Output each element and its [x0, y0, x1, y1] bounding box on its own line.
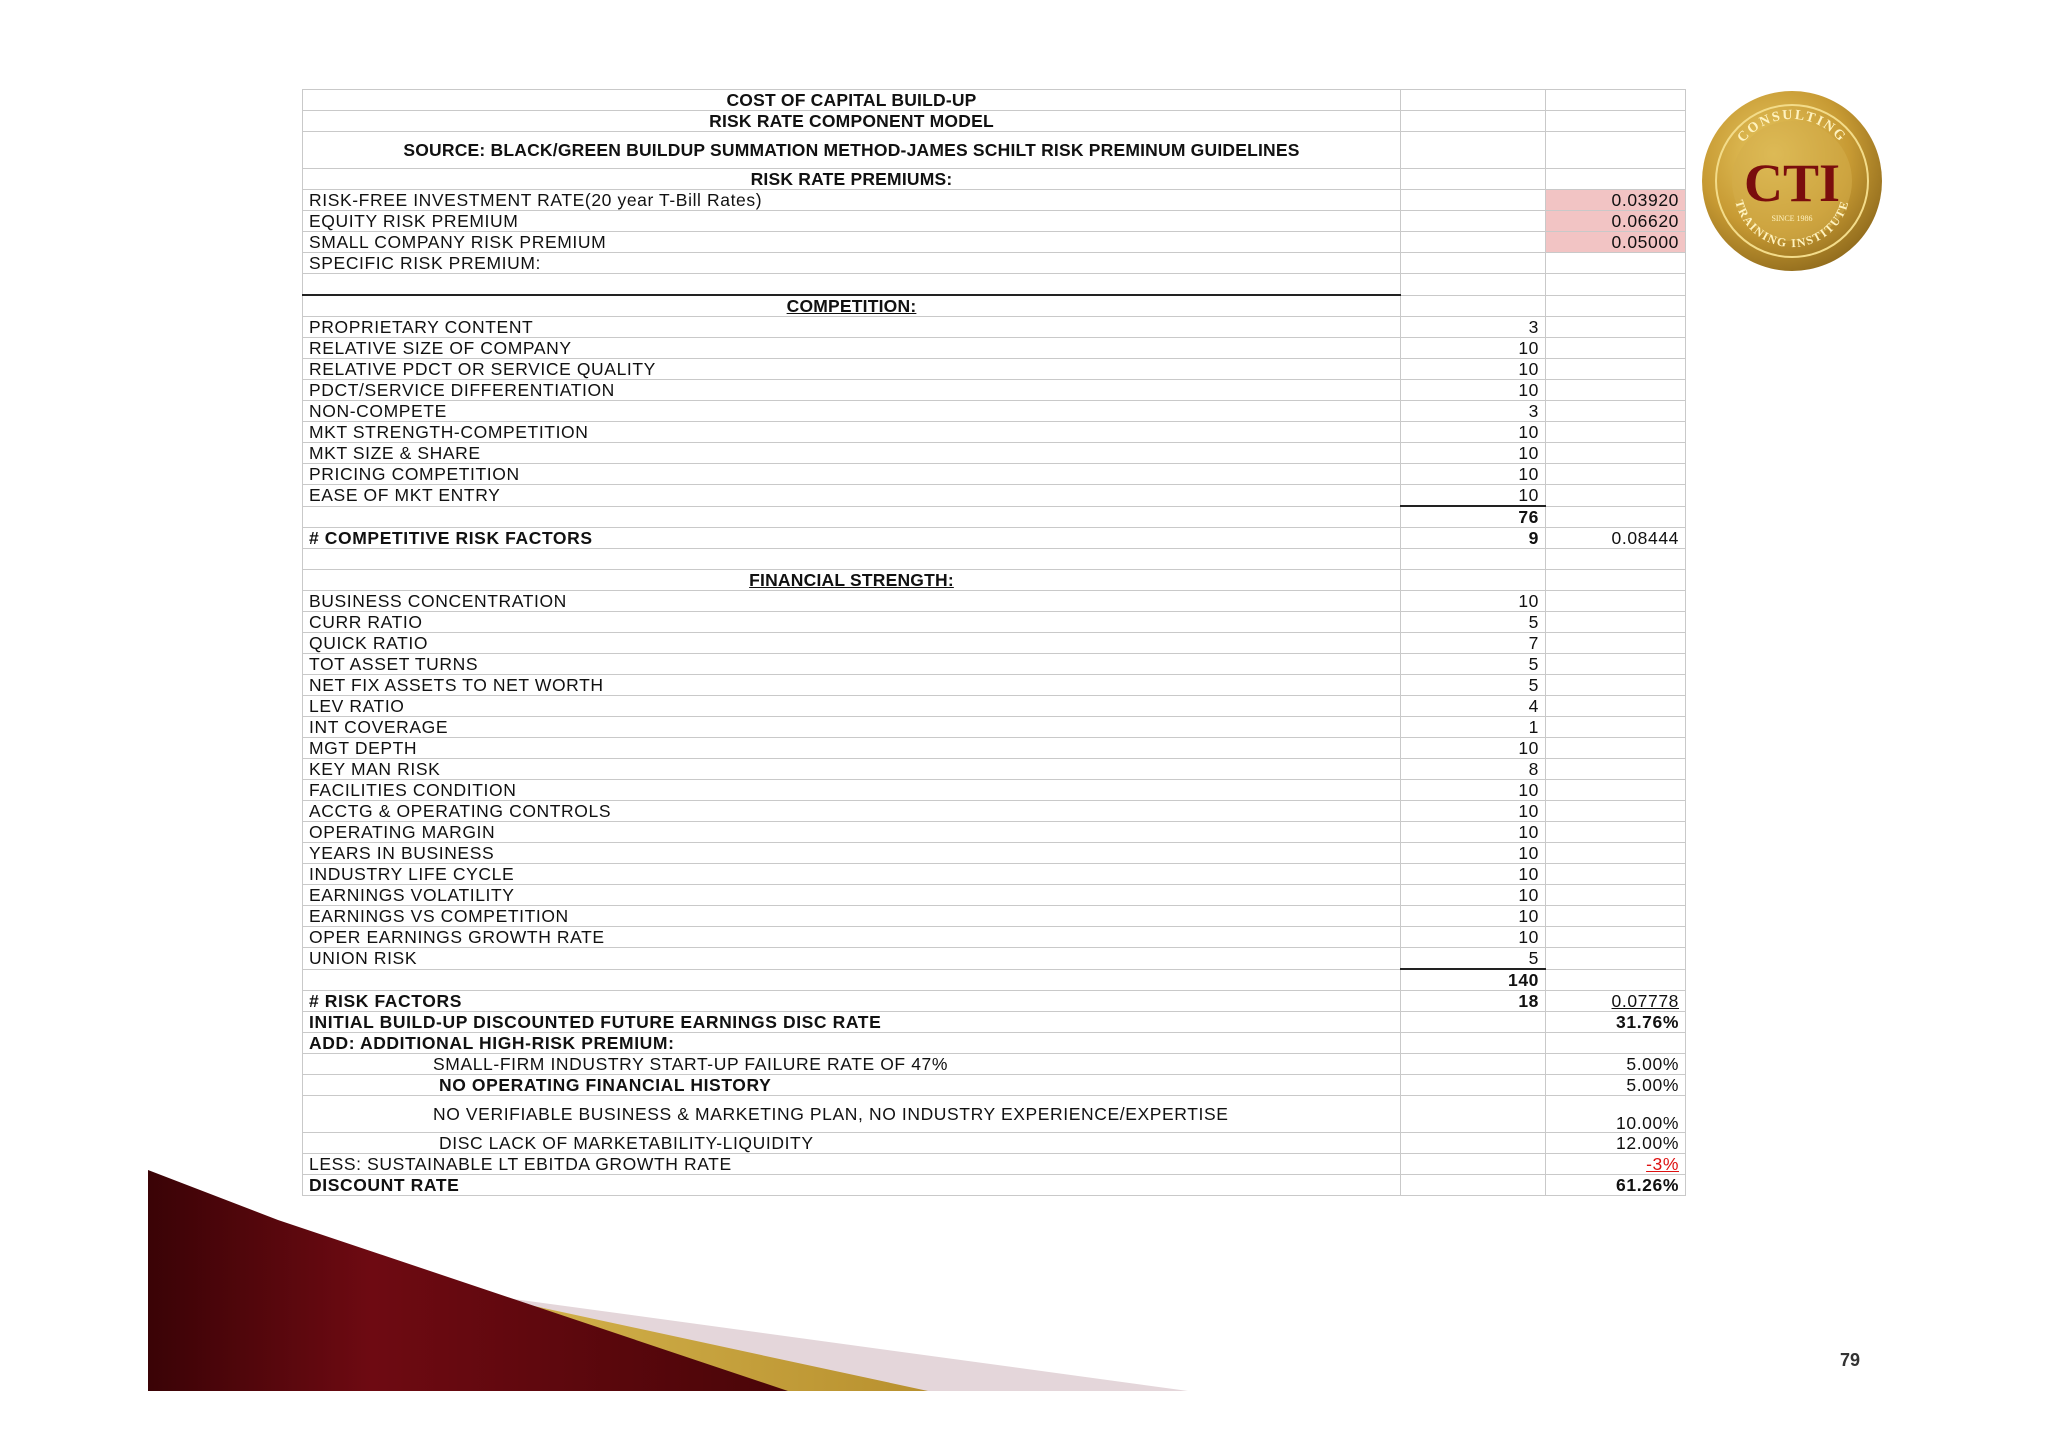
header-row [303, 169, 1686, 190]
factor-row [303, 443, 1686, 464]
factors-count: 9 [1401, 528, 1546, 549]
factor-label: CURR RATIO [303, 612, 1401, 633]
factor-label: MKT SIZE & SHARE [303, 443, 1401, 464]
factor-row [303, 717, 1686, 738]
table-cell [1401, 1054, 1546, 1075]
section-title-text: FINANCIAL STRENGTH: [749, 570, 954, 590]
add-premium-value: 10.00% [1546, 1096, 1686, 1133]
factor-row [303, 738, 1686, 759]
table-cell [1401, 274, 1546, 296]
svg-text:SINCE 1986: SINCE 1986 [1771, 214, 1813, 223]
factor-row [303, 422, 1686, 443]
factor-row [303, 317, 1686, 338]
premium-value: 0.05000 [1546, 232, 1686, 253]
table-cell [1401, 169, 1546, 190]
factor-row [303, 591, 1686, 612]
table-cell [1546, 906, 1686, 927]
section-title-text: COMPETITION: [786, 296, 917, 316]
table-cell [1546, 111, 1686, 132]
summary-row [303, 1033, 1686, 1054]
factor-label: NET FIX ASSETS TO NET WORTH [303, 675, 1401, 696]
factor-label: EARNINGS VS COMPETITION [303, 906, 1401, 927]
table-cell [1401, 111, 1546, 132]
add-premium-value: 12.00% [1546, 1133, 1686, 1154]
table-cell [1546, 780, 1686, 801]
table-cell [303, 274, 1401, 296]
factor-row [303, 633, 1686, 654]
svg-text:TRAINING INSTITUTE: TRAINING INSTITUTE [1732, 198, 1852, 251]
discount-rate-value-text: 61.26% [1616, 1175, 1679, 1196]
factor-score: 10 [1401, 780, 1546, 801]
factor-score: 10 [1401, 359, 1546, 380]
table-cell [1546, 759, 1686, 780]
table-cell [1546, 675, 1686, 696]
factor-score: 5 [1401, 612, 1546, 633]
factor-row [303, 822, 1686, 843]
factor-label: MGT DEPTH [303, 738, 1401, 759]
table-cell [1546, 570, 1686, 591]
factor-row [303, 401, 1686, 422]
factor-label: FACILITIES CONDITION [303, 780, 1401, 801]
table-cell [1401, 295, 1546, 317]
table-cell [1546, 422, 1686, 443]
factor-label: LEV RATIO [303, 696, 1401, 717]
factor-label: PROPRIETARY CONTENT [303, 317, 1401, 338]
premium-row [303, 211, 1686, 232]
table-cell [1546, 717, 1686, 738]
table-cell [1546, 822, 1686, 843]
add-premium-value: 5.00% [1546, 1075, 1686, 1096]
spacer-row [303, 274, 1686, 296]
factor-score: 10 [1401, 738, 1546, 759]
table-cell [1546, 506, 1686, 528]
discount-rate-value [1546, 1175, 1686, 1196]
table-cell [1546, 485, 1686, 507]
factor-label: NON-COMPETE [303, 401, 1401, 422]
factor-row [303, 380, 1686, 401]
page-number: 79 [1840, 1350, 1861, 1370]
add-premium-row [303, 1096, 1686, 1133]
premium-value: 0.06620 [1546, 211, 1686, 232]
section-title [303, 570, 1401, 591]
decorative-swoosh [148, 1170, 1188, 1391]
table-cell [1401, 132, 1546, 169]
factor-label: PRICING COMPETITION [303, 464, 1401, 485]
premium-label: SMALL COMPANY RISK PREMIUM [303, 232, 1401, 253]
factor-label: EASE OF MKT ENTRY [303, 485, 1401, 507]
total-row [303, 506, 1686, 528]
factor-label: INDUSTRY LIFE CYCLE [303, 864, 1401, 885]
factor-score: 10 [1401, 822, 1546, 843]
table-cell [1546, 591, 1686, 612]
factor-score: 5 [1401, 948, 1546, 970]
factor-score: 5 [1401, 675, 1546, 696]
factor-label: KEY MAN RISK [303, 759, 1401, 780]
header-row [303, 111, 1686, 132]
factor-score: 10 [1401, 443, 1546, 464]
add-premium-row [303, 1075, 1686, 1096]
factor-label: OPERATING MARGIN [303, 822, 1401, 843]
section-title [303, 295, 1401, 317]
add-premium-item: DISC LACK OF MARKETABILITY-LIQUIDITY [303, 1133, 1401, 1154]
discount-rate-label: DISCOUNT RATE [303, 1175, 1401, 1196]
factor-score: 10 [1401, 485, 1546, 507]
table-cell [1546, 969, 1686, 991]
cost-of-capital-table [302, 89, 1686, 1196]
factor-label: YEARS IN BUSINESS [303, 843, 1401, 864]
factor-row [303, 948, 1686, 970]
cti-logo-icon [1700, 89, 1884, 273]
table-cell [1546, 443, 1686, 464]
table-cell [1546, 654, 1686, 675]
growth-rate-label: LESS: SUSTAINABLE LT EBITDA GROWTH RATE [303, 1154, 1401, 1175]
premium-row [303, 253, 1686, 274]
premium-label: RISK-FREE INVESTMENT RATE(20 year T-Bill Rates) [303, 190, 1401, 211]
table-cell [1546, 885, 1686, 906]
factor-row [303, 612, 1686, 633]
factor-label: ACCTG & OPERATING CONTROLS [303, 801, 1401, 822]
factor-score: 10 [1401, 864, 1546, 885]
section-row [303, 570, 1686, 591]
table-cell [303, 549, 1401, 570]
svg-text:CTI: CTI [1743, 153, 1841, 213]
table-cell [1546, 612, 1686, 633]
table-cell [303, 506, 1401, 528]
factor-row [303, 759, 1686, 780]
factor-score: 3 [1401, 401, 1546, 422]
table-cell [1546, 401, 1686, 422]
factor-label: OPER EARNINGS GROWTH RATE [303, 927, 1401, 948]
factor-label: PDCT/SERVICE DIFFERENTIATION [303, 380, 1401, 401]
table-cell [1401, 190, 1546, 211]
premium-row [303, 232, 1686, 253]
factor-score: 10 [1401, 380, 1546, 401]
add-premium-item: NO OPERATING FINANCIAL HISTORY [303, 1075, 1401, 1096]
premium-row [303, 190, 1686, 211]
factor-label: EARNINGS VOLATILITY [303, 885, 1401, 906]
add-premium-item: SMALL-FIRM INDUSTRY START-UP FAILURE RATE OF 47% [303, 1054, 1401, 1075]
factor-label: QUICK RATIO [303, 633, 1401, 654]
total-row [303, 969, 1686, 991]
header-title: RISK RATE COMPONENT MODEL [303, 111, 1401, 132]
factor-label: RELATIVE SIZE OF COMPANY [303, 338, 1401, 359]
table-cell [1546, 801, 1686, 822]
summary-row [303, 1175, 1686, 1196]
table-cell [1546, 927, 1686, 948]
header-row [303, 90, 1686, 111]
factor-row [303, 906, 1686, 927]
factor-score: 8 [1401, 759, 1546, 780]
factor-label: UNION RISK [303, 948, 1401, 970]
factor-score: 10 [1401, 885, 1546, 906]
summary-row [303, 1012, 1686, 1033]
table-cell [1546, 359, 1686, 380]
table-cell [1401, 90, 1546, 111]
factors-row [303, 991, 1686, 1012]
factor-score: 3 [1401, 317, 1546, 338]
table-cell [1401, 1033, 1546, 1054]
factor-score: 10 [1401, 422, 1546, 443]
factors-value [1546, 991, 1686, 1012]
factor-row [303, 864, 1686, 885]
premium-label: EQUITY RISK PREMIUM [303, 211, 1401, 232]
factor-score: 10 [1401, 906, 1546, 927]
table-cell [1546, 274, 1686, 296]
factors-label: # RISK FACTORS [303, 991, 1401, 1012]
table-cell [1401, 253, 1546, 274]
table-cell [1401, 1133, 1546, 1154]
factor-row [303, 675, 1686, 696]
header-title: COST OF CAPITAL BUILD-UP [303, 90, 1401, 111]
table-cell [1546, 90, 1686, 111]
table-cell [1546, 380, 1686, 401]
add-premium-item: NO VERIFIABLE BUSINESS & MARKETING PLAN, NO INDUSTRY EXPERIENCE/EXPERTISE [303, 1096, 1401, 1133]
factor-score: 10 [1401, 464, 1546, 485]
factor-score: 4 [1401, 696, 1546, 717]
factors-value-text: 0.07778 [1611, 991, 1679, 1011]
factor-row [303, 338, 1686, 359]
factor-row [303, 696, 1686, 717]
factor-row [303, 801, 1686, 822]
table-cell [1546, 633, 1686, 654]
factor-row [303, 843, 1686, 864]
table-cell [1546, 338, 1686, 359]
factor-label: MKT STRENGTH-COMPETITION [303, 422, 1401, 443]
table-cell [1546, 1033, 1686, 1054]
table-cell [1401, 232, 1546, 253]
add-premium-label: ADD: ADDITIONAL HIGH-RISK PREMIUM: [303, 1033, 1401, 1054]
factor-row [303, 927, 1686, 948]
table-cell [1546, 295, 1686, 317]
factor-score: 7 [1401, 633, 1546, 654]
factor-row [303, 654, 1686, 675]
table-cell [1546, 948, 1686, 970]
factor-score: 10 [1401, 927, 1546, 948]
table-cell [1546, 843, 1686, 864]
initial-rate-value: 31.76% [1546, 1012, 1686, 1033]
add-premium-row [303, 1054, 1686, 1075]
table-cell [1546, 317, 1686, 338]
factor-score: 10 [1401, 843, 1546, 864]
factor-score: 10 [1401, 591, 1546, 612]
table-cell [1401, 1075, 1546, 1096]
spacer-row [303, 549, 1686, 570]
premium-value [1546, 253, 1686, 274]
factor-label: BUSINESS CONCENTRATION [303, 591, 1401, 612]
summary-row [303, 1154, 1686, 1175]
table-cell [1546, 738, 1686, 759]
growth-rate-value [1546, 1154, 1686, 1175]
score-total: 140 [1401, 969, 1546, 991]
svg-text:CONSULTING: CONSULTING [1734, 107, 1850, 146]
factor-row [303, 359, 1686, 380]
factor-label: RELATIVE PDCT OR SERVICE QUALITY [303, 359, 1401, 380]
table-cell [1401, 570, 1546, 591]
score-total: 76 [1401, 506, 1546, 528]
table-cell [1401, 211, 1546, 232]
add-premium-row [303, 1133, 1686, 1154]
factor-score: 5 [1401, 654, 1546, 675]
table-cell [1401, 1012, 1546, 1033]
factor-score: 1 [1401, 717, 1546, 738]
factor-row [303, 780, 1686, 801]
table-cell [303, 969, 1401, 991]
table-cell [1401, 1175, 1546, 1196]
header-title: SOURCE: BLACK/GREEN BUILDUP SUMMATION METHOD-JAMES SCHILT RISK PREMINUM GUIDELINES [303, 132, 1401, 169]
initial-rate-label: INITIAL BUILD-UP DISCOUNTED FUTURE EARNINGS DISC RATE [303, 1012, 1401, 1033]
table-cell [1401, 1096, 1546, 1133]
factors-row [303, 528, 1686, 549]
table-cell [1546, 464, 1686, 485]
factor-score: 10 [1401, 801, 1546, 822]
table-cell [1546, 864, 1686, 885]
factor-label: INT COVERAGE [303, 717, 1401, 738]
add-premium-value: 5.00% [1546, 1054, 1686, 1075]
factor-score: 10 [1401, 338, 1546, 359]
table-cell [1546, 696, 1686, 717]
premium-label: SPECIFIC RISK PREMIUM: [303, 253, 1401, 274]
table-cell [1546, 132, 1686, 169]
factors-count: 18 [1401, 991, 1546, 1012]
growth-rate-value-text: -3% [1646, 1154, 1679, 1174]
factor-label: TOT ASSET TURNS [303, 654, 1401, 675]
header-row [303, 132, 1686, 169]
table-cell [1546, 169, 1686, 190]
factors-label: # COMPETITIVE RISK FACTORS [303, 528, 1401, 549]
section-row [303, 295, 1686, 317]
factors-value: 0.08444 [1546, 528, 1686, 549]
premium-value: 0.03920 [1546, 190, 1686, 211]
header-title: RISK RATE PREMIUMS: [303, 169, 1401, 190]
factor-row [303, 885, 1686, 906]
table-cell [1546, 549, 1686, 570]
table-cell [1401, 1154, 1546, 1175]
factor-row [303, 485, 1686, 507]
factor-row [303, 464, 1686, 485]
table-cell [1401, 549, 1546, 570]
